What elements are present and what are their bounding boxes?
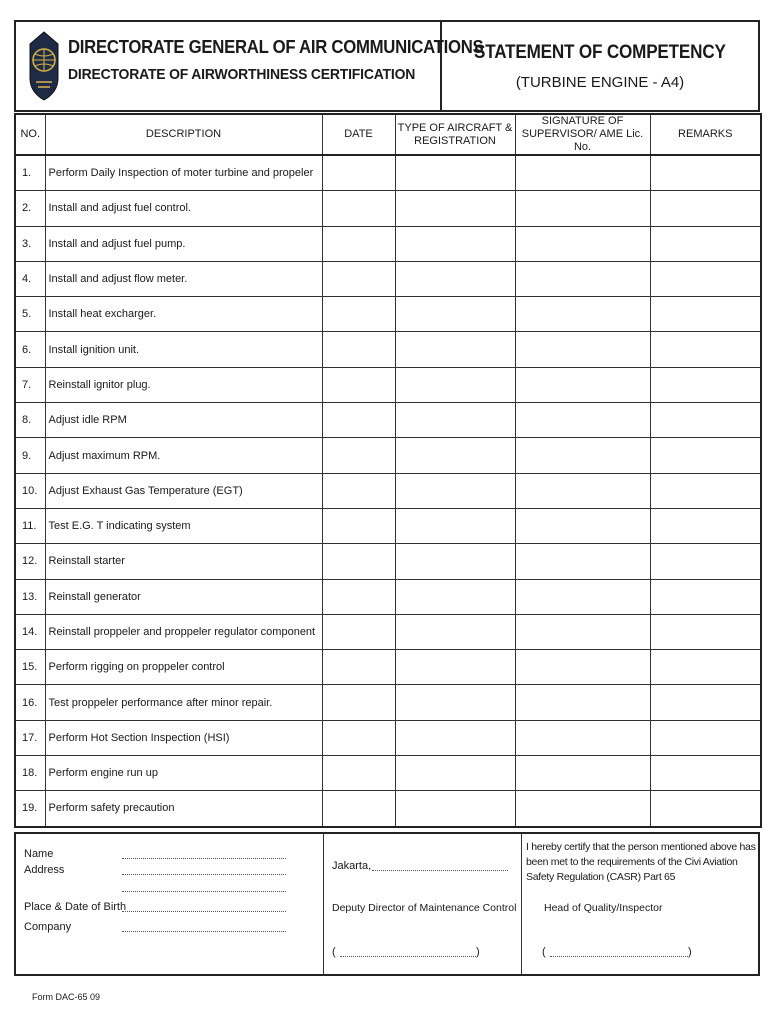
address-field[interactable] [122,874,286,875]
remarks-cell[interactable] [650,756,761,791]
remarks-cell[interactable] [650,614,761,649]
task-rows [15,155,761,827]
row-number: 18. [15,756,45,791]
row-description: Reinstall starter [45,544,322,579]
remarks-cell[interactable] [650,791,761,827]
row-description: Test E.G. T indicating system [45,508,322,543]
signature-cell[interactable] [515,756,650,791]
remarks-cell[interactable] [650,226,761,261]
aircraft-cell[interactable] [395,297,515,332]
table-row [15,579,761,614]
remarks-cell[interactable] [650,473,761,508]
table-row [15,508,761,543]
table-row [15,438,761,473]
table-row [15,297,761,332]
remarks-cell[interactable] [650,508,761,543]
signature-cell[interactable] [515,685,650,720]
name-field[interactable] [122,858,286,859]
signature-cell[interactable] [515,297,650,332]
paren-close-2: ) [688,946,692,958]
signature-cell[interactable] [515,791,650,827]
column-header-signature: SIGNATURE OF SUPERVISOR/ AME Lic. No. [515,114,650,155]
agency-emblem-icon [26,30,62,102]
row-number: 13. [15,579,45,614]
table-header-row [15,114,761,155]
table-row [15,650,761,685]
head-inspector-label: Head of Quality/Inspector [544,902,663,914]
row-description: Reinstall proppeler and proppeler regulator component [45,614,322,649]
date-cell[interactable] [322,332,395,367]
date-cell[interactable] [322,261,395,296]
column-header-date: DATE [322,114,395,155]
row-number: 17. [15,720,45,755]
remarks-cell[interactable] [650,191,761,226]
column-header-aircraft: TYPE OF AIRCRAFT & REGISTRATION [395,114,515,155]
signature-cell[interactable] [515,261,650,296]
table-row [15,367,761,402]
table-row [15,544,761,579]
date-cell[interactable] [322,508,395,543]
row-number: 19. [15,791,45,827]
row-number: 15. [15,650,45,685]
row-description: Perform Hot Section Inspection (HSI) [45,720,322,755]
row-description: Reinstall ignitor plug. [45,367,322,402]
date-cell[interactable] [322,579,395,614]
row-description: Reinstall generator [45,579,322,614]
signature-cell[interactable] [515,332,650,367]
date-cell[interactable] [322,544,395,579]
column-header-no: NO. [15,114,45,155]
table-row [15,473,761,508]
date-cell[interactable] [322,791,395,827]
aircraft-cell[interactable] [395,614,515,649]
row-description: Perform Daily Inspection of moter turbine and propeler [45,155,322,191]
directorate-general-title: DIRECTORATE GENERAL OF AIR COMMUNICATIONS [68,37,484,57]
row-number: 2. [15,191,45,226]
row-number: 14. [15,614,45,649]
birth-label: Place & Date of Birth [24,901,127,913]
document-subtitle: (TURBINE ENGINE - A4) [515,73,685,91]
row-description: Perform rigging on proppeler control [45,650,322,685]
signature-cell[interactable] [515,226,650,261]
aircraft-cell[interactable] [395,544,515,579]
aircraft-cell[interactable] [395,473,515,508]
row-description: Perform engine run up [45,756,322,791]
aircraft-cell[interactable] [395,508,515,543]
paren-close: ) [476,946,480,958]
aircraft-cell[interactable] [395,756,515,791]
row-description: Install and adjust fuel pump. [45,226,322,261]
deputy-signature-field[interactable] [340,956,476,957]
remarks-cell[interactable] [650,403,761,438]
row-number: 6. [15,332,45,367]
place-label: Jakarta, [332,860,372,872]
signature-cell[interactable] [515,473,650,508]
row-number: 5. [15,297,45,332]
table-row [15,155,761,191]
form-header [14,20,760,112]
table-row [15,332,761,367]
date-cell[interactable] [322,720,395,755]
certification-footer [14,832,760,976]
aircraft-cell[interactable] [395,226,515,261]
remarks-cell[interactable] [650,685,761,720]
row-description: Perform safety precaution [45,791,322,827]
remarks-cell[interactable] [650,579,761,614]
paren-open-2: ( [542,946,546,958]
row-description: Install heat excharger. [45,297,322,332]
directorate-airworthiness-title: DIRECTORATE OF AIRWORTHINESS CERTIFICATION [68,66,416,83]
table-row [15,261,761,296]
form-number: Form DAC-65 09 [32,992,101,1002]
statement-title-block [442,22,758,110]
signature-cell[interactable] [515,508,650,543]
aircraft-cell[interactable] [395,367,515,402]
row-description: Install and adjust fuel control. [45,191,322,226]
signature-cell[interactable] [515,614,650,649]
aircraft-cell[interactable] [395,720,515,755]
row-number: 7. [15,367,45,402]
remarks-cell[interactable] [650,367,761,402]
column-header-remarks: REMARKS [650,114,761,155]
date-cell[interactable] [322,650,395,685]
competency-table [14,113,762,828]
table-row [15,685,761,720]
remarks-cell[interactable] [650,720,761,755]
aircraft-cell[interactable] [395,685,515,720]
date-cell[interactable] [322,685,395,720]
address-field-2[interactable] [122,891,286,892]
signature-cell[interactable] [515,403,650,438]
aircraft-cell[interactable] [395,191,515,226]
name-label: Name [24,848,54,860]
birth-field[interactable] [122,911,286,912]
company-label: Company [24,921,72,933]
remarks-cell[interactable] [650,261,761,296]
table-row [15,191,761,226]
date-cell[interactable] [322,438,395,473]
certification-text: I hereby certify that the person mentioned above has been met to the requirements of the Civi Aviation Safety Regulation (CASR) Part 65 [526,841,756,883]
signature-cell[interactable] [515,191,650,226]
remarks-cell[interactable] [650,438,761,473]
address-label: Address [24,864,65,876]
row-number: 3. [15,226,45,261]
date-cell[interactable] [322,191,395,226]
date-cell[interactable] [322,614,395,649]
date-field[interactable] [372,870,508,871]
row-description: Test proppeler performance after minor repair. [45,685,322,720]
signature-cell[interactable] [515,720,650,755]
table-row [15,403,761,438]
row-number: 4. [15,261,45,296]
row-description: Adjust Exhaust Gas Temperature (EGT) [45,473,322,508]
document-title: STATEMENT OF COMPETENCY [474,41,726,63]
date-cell[interactable] [322,756,395,791]
aircraft-cell[interactable] [395,650,515,685]
paren-open: ( [332,946,336,958]
date-cell[interactable] [322,367,395,402]
row-number: 11. [15,508,45,543]
aircraft-cell[interactable] [395,332,515,367]
inspector-section [522,834,758,974]
table-row [15,791,761,827]
aircraft-cell[interactable] [395,403,515,438]
row-number: 8. [15,403,45,438]
column-header-description: DESCRIPTION [45,114,322,155]
deputy-director-label: Deputy Director of Maintenance Control [332,902,517,914]
row-description: Adjust idle RPM [45,403,322,438]
signature-cell[interactable] [515,650,650,685]
table-row [15,614,761,649]
row-number: 12. [15,544,45,579]
company-field[interactable] [122,931,286,932]
organization-block [16,22,484,110]
row-description: Install ignition unit. [45,332,322,367]
row-number: 10. [15,473,45,508]
date-cell[interactable] [322,473,395,508]
table-row [15,756,761,791]
remarks-cell[interactable] [650,332,761,367]
row-description: Install and adjust flow meter. [45,261,322,296]
remarks-cell[interactable] [650,297,761,332]
aircraft-cell[interactable] [395,261,515,296]
remarks-cell[interactable] [650,155,761,191]
signature-cell[interactable] [515,155,650,191]
deputy-director-section [324,834,522,974]
aircraft-cell[interactable] [395,579,515,614]
aircraft-cell[interactable] [395,791,515,827]
remarks-cell[interactable] [650,544,761,579]
table-row [15,226,761,261]
row-number: 16. [15,685,45,720]
date-cell[interactable] [322,403,395,438]
signature-cell[interactable] [515,579,650,614]
date-cell[interactable] [322,297,395,332]
aircraft-cell[interactable] [395,155,515,191]
signature-cell[interactable] [515,544,650,579]
row-number: 9. [15,438,45,473]
remarks-cell[interactable] [650,650,761,685]
signature-cell[interactable] [515,367,650,402]
row-description: Adjust maximum RPM. [45,438,322,473]
personal-info-section [16,834,324,974]
aircraft-cell[interactable] [395,438,515,473]
row-number: 1. [15,155,45,191]
date-cell[interactable] [322,226,395,261]
inspector-signature-field[interactable] [550,956,688,957]
signature-cell[interactable] [515,438,650,473]
table-row [15,720,761,755]
date-cell[interactable] [322,155,395,191]
